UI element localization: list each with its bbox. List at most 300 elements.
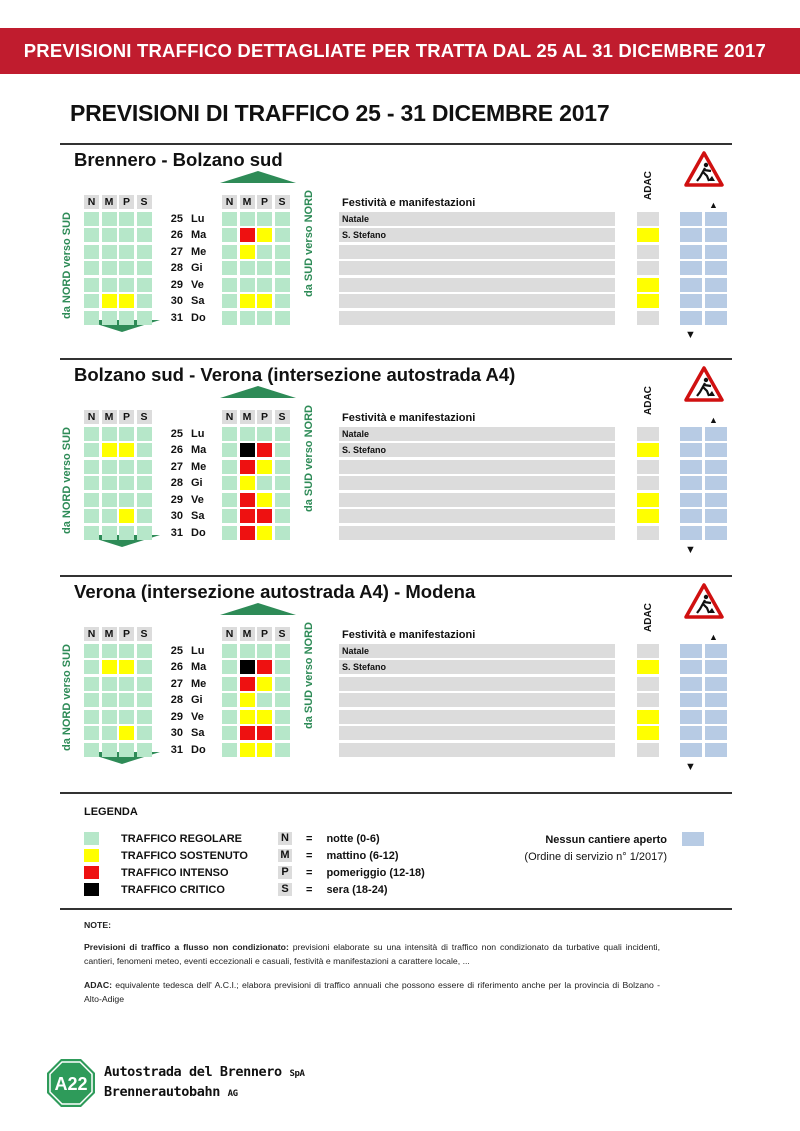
northbound-grid — [222, 195, 290, 325]
traffic-cell — [240, 743, 255, 757]
weekday: Lu — [191, 212, 205, 225]
adac-cell — [637, 644, 659, 658]
traffic-cell — [119, 294, 134, 308]
traffic-cell — [275, 294, 290, 308]
northbound-arrow — [220, 386, 296, 398]
day-row — [163, 460, 215, 474]
company-name-it-suffix: SpA — [289, 1069, 305, 1079]
festivities-list — [339, 644, 615, 757]
traffic-cell — [222, 526, 237, 540]
traffic-cell — [84, 311, 99, 325]
traffic-cell — [102, 526, 117, 540]
roadworks-cell — [680, 278, 702, 292]
weekday: Ma — [191, 661, 207, 673]
traffic-cell — [275, 693, 290, 707]
traffic-cell — [257, 460, 272, 474]
a22-logo — [46, 1058, 96, 1108]
traffic-cell — [102, 660, 117, 674]
traffic-cell — [240, 726, 255, 740]
slot-header: N — [222, 627, 237, 641]
roadworks-cell — [680, 427, 702, 441]
roadworks-cell — [680, 710, 702, 724]
day-row — [163, 278, 215, 292]
direction-label-southbound: da NORD verso SUD — [61, 212, 73, 319]
route-section — [60, 143, 732, 348]
legend-slot-text: sera (18-24) — [326, 883, 388, 896]
day-number: 30 — [170, 510, 183, 522]
traffic-cell — [240, 245, 255, 259]
traffic-cell — [222, 660, 237, 674]
traffic-cell — [102, 710, 117, 724]
day-row — [163, 644, 215, 658]
traffic-cell — [102, 460, 117, 474]
roadworks-cell — [680, 460, 702, 474]
traffic-cell — [257, 278, 272, 292]
festivity-row — [339, 726, 615, 740]
roadworks-cell — [705, 294, 727, 308]
day-row — [163, 228, 215, 242]
day-number: 28 — [170, 477, 183, 489]
weekday: Do — [191, 526, 206, 539]
slot-header: S — [275, 627, 290, 641]
festivity-row — [339, 311, 615, 325]
day-row — [163, 245, 215, 259]
up-marker: ▲ — [709, 632, 718, 642]
day-number: 27 — [170, 677, 183, 690]
adac-cell — [637, 710, 659, 724]
traffic-cell — [84, 460, 99, 474]
festivities-list — [339, 427, 615, 540]
traffic-cell — [102, 443, 117, 457]
down-marker: ▼ — [685, 544, 696, 556]
festivity-row: Natale — [339, 212, 615, 226]
roadworks-cell — [680, 493, 702, 507]
traffic-cell — [137, 212, 152, 226]
weekday: Do — [191, 311, 206, 324]
adac-cell — [637, 212, 659, 226]
traffic-cell — [102, 509, 117, 523]
traffic-cell — [119, 726, 134, 740]
roadworks-cell — [705, 228, 727, 242]
weekday: Do — [191, 743, 206, 756]
festivities-header: Festività e manifestazioni — [342, 197, 476, 209]
roadworks-cell — [705, 261, 727, 275]
slot-header: N — [84, 627, 99, 641]
slot-header: P — [119, 195, 134, 209]
legend-traffic-label: TRAFFICO REGOLARE — [121, 832, 242, 845]
slot-header: M — [240, 410, 255, 424]
adac-cell — [637, 509, 659, 523]
traffic-cell — [240, 311, 255, 325]
traffic-cell — [222, 460, 237, 474]
traffic-cell — [275, 261, 290, 275]
traffic-cell — [119, 644, 134, 658]
southbound-grid — [84, 410, 152, 540]
adac-cell — [637, 294, 659, 308]
traffic-cell — [84, 660, 99, 674]
day-number: 31 — [170, 743, 183, 756]
weekday: Lu — [191, 644, 205, 657]
traffic-cell — [119, 443, 134, 457]
legend-slot-text: mattino (6-12) — [326, 849, 399, 862]
traffic-cell — [102, 493, 117, 507]
roadworks-cell — [705, 443, 727, 457]
traffic-cell — [275, 710, 290, 724]
festivity-row — [339, 743, 615, 757]
traffic-cell — [240, 427, 255, 441]
roadworks-cell — [680, 212, 702, 226]
adac-cell — [637, 493, 659, 507]
adac-cell — [637, 278, 659, 292]
traffic-cell — [240, 644, 255, 658]
weekday: Gi — [191, 262, 203, 274]
adac-column — [637, 212, 659, 325]
roadworks-sign-icon — [684, 583, 724, 619]
legend — [60, 792, 732, 910]
traffic-cell — [275, 743, 290, 757]
festivity-row — [339, 693, 615, 707]
traffic-cell — [84, 509, 99, 523]
traffic-cell — [137, 245, 152, 259]
traffic-cell — [84, 245, 99, 259]
festivity-row — [339, 476, 615, 490]
weekday: Sa — [191, 295, 205, 307]
company-name-it-main: Autostrada del Brennero — [104, 1064, 282, 1080]
traffic-cell — [84, 476, 99, 490]
day-row — [163, 710, 215, 724]
slot-header: M — [240, 627, 255, 641]
traffic-cell — [275, 311, 290, 325]
festivity-row — [339, 294, 615, 308]
day-number: 31 — [170, 526, 183, 539]
traffic-cell — [240, 294, 255, 308]
legend-slot-code: S — [278, 883, 292, 896]
slot-header: S — [275, 410, 290, 424]
traffic-cell — [84, 278, 99, 292]
northbound-arrow — [220, 603, 296, 615]
traffic-cell — [257, 228, 272, 242]
traffic-cell — [119, 460, 134, 474]
legend-equals: = — [306, 832, 313, 845]
roadworks-cell — [680, 443, 702, 457]
traffic-cell — [222, 743, 237, 757]
traffic-cell — [102, 644, 117, 658]
legend-traffic-label: TRAFFICO INTENSO — [121, 866, 229, 879]
legend-traffic-label: TRAFFICO SOSTENUTO — [121, 849, 248, 862]
traffic-cell — [222, 311, 237, 325]
festivity-row: S. Stefano — [339, 660, 615, 674]
traffic-cell — [222, 245, 237, 259]
slot-header: P — [119, 627, 134, 641]
festivities-header: Festività e manifestazioni — [342, 629, 476, 641]
traffic-cell — [222, 427, 237, 441]
traffic-cell — [275, 526, 290, 540]
route-section — [60, 575, 732, 780]
adac-cell — [637, 526, 659, 540]
traffic-cell — [137, 476, 152, 490]
traffic-cell — [119, 228, 134, 242]
route-title: Verona (intersezione autostrada A4) - Modena — [74, 581, 476, 602]
traffic-cell — [119, 476, 134, 490]
adac-column — [637, 427, 659, 540]
slot-header: P — [257, 195, 272, 209]
adac-cell — [637, 460, 659, 474]
day-row — [163, 493, 215, 507]
roadworks-grid — [680, 427, 727, 540]
traffic-cell — [137, 311, 152, 325]
roadworks-cell — [705, 677, 727, 691]
traffic-cell — [84, 526, 99, 540]
day-row — [163, 743, 215, 757]
traffic-cell — [222, 726, 237, 740]
roadworks-grid — [680, 644, 727, 757]
company-name-it — [104, 1063, 305, 1083]
legend-slot-code: N — [278, 832, 292, 845]
traffic-cell — [257, 660, 272, 674]
northbound-grid — [222, 627, 290, 757]
a22-logo-mark: A22 — [54, 1074, 88, 1094]
traffic-cell — [102, 245, 117, 259]
festivity-row — [339, 261, 615, 275]
traffic-cell — [119, 710, 134, 724]
direction-label-southbound: da NORD verso SUD — [61, 427, 73, 534]
traffic-cell — [84, 693, 99, 707]
roadworks-cell — [680, 228, 702, 242]
traffic-cell — [119, 677, 134, 691]
notes-heading: NOTE: — [84, 920, 112, 930]
traffic-cell — [137, 509, 152, 523]
traffic-cell — [102, 427, 117, 441]
note-unconditioned-text: previsioni elaborate su una intensità di traffico non condizionato da turbative quali incidenti, cantieri, fenomeni meteo, eventi eccezionali e casuali, festività e manifestazioni a carattere locale, ... — [84, 942, 660, 966]
traffic-cell — [275, 427, 290, 441]
traffic-cell — [137, 443, 152, 457]
legend-traffic-item — [84, 849, 248, 862]
traffic-cell — [137, 743, 152, 757]
traffic-cell — [240, 660, 255, 674]
traffic-cell — [119, 212, 134, 226]
day-row — [163, 660, 215, 674]
traffic-cell — [84, 644, 99, 658]
traffic-cell — [102, 726, 117, 740]
traffic-cell — [257, 509, 272, 523]
traffic-cell — [257, 644, 272, 658]
traffic-cell — [137, 677, 152, 691]
festivity-row: S. Stefano — [339, 443, 615, 457]
down-marker: ▼ — [685, 761, 696, 773]
traffic-cell — [240, 443, 255, 457]
note-adac — [84, 978, 660, 1006]
traffic-cell — [84, 726, 99, 740]
festivity-row — [339, 493, 615, 507]
legend-title: LEGENDA — [84, 806, 138, 818]
page-title: PREVISIONI DI TRAFFICO 25 - 31 DICEMBRE 2017 — [70, 100, 610, 126]
festivity-row — [339, 710, 615, 724]
roadworks-cell — [705, 493, 727, 507]
festivity-row: S. Stefano — [339, 228, 615, 242]
legend-slot-text: notte (0-6) — [326, 832, 380, 845]
traffic-cell — [240, 278, 255, 292]
traffic-cell — [222, 443, 237, 457]
traffic-cell — [119, 693, 134, 707]
day-number: 29 — [170, 493, 183, 506]
weekday: Sa — [191, 727, 205, 739]
traffic-cell — [257, 493, 272, 507]
adac-header: ADAC — [643, 171, 654, 200]
traffic-cell — [137, 278, 152, 292]
note-adac-text: equivalente tedesca dell' A.C.I.; elabora previsioni di traffico annuali che possono essere di riferimento anche per la provincia di Bolzano - Alto-Adige — [84, 980, 660, 1004]
weekday: Sa — [191, 510, 205, 522]
traffic-cell — [137, 294, 152, 308]
day-number: 26 — [170, 444, 183, 456]
roadworks-cell — [680, 644, 702, 658]
traffic-cell — [240, 526, 255, 540]
festivity-row — [339, 526, 615, 540]
traffic-cell — [257, 476, 272, 490]
day-row — [163, 693, 215, 707]
traffic-cell — [275, 660, 290, 674]
festivity-row — [339, 245, 615, 259]
traffic-cell — [275, 245, 290, 259]
roadworks-cell — [680, 311, 702, 325]
traffic-cell — [137, 493, 152, 507]
traffic-cell — [222, 644, 237, 658]
roadworks-cell — [680, 245, 702, 259]
day-row — [163, 526, 215, 540]
traffic-cell — [137, 726, 152, 740]
northbound-grid — [222, 410, 290, 540]
legend-slot-item — [278, 883, 388, 896]
traffic-cell — [102, 261, 117, 275]
note-unconditioned — [84, 940, 660, 968]
note-adac-term: ADAC: — [84, 980, 112, 990]
roadworks-cell — [705, 509, 727, 523]
day-row — [163, 443, 215, 457]
traffic-cell — [257, 212, 272, 226]
roadworks-cell — [680, 526, 702, 540]
traffic-cell — [119, 526, 134, 540]
traffic-cell — [102, 278, 117, 292]
traffic-cell — [222, 710, 237, 724]
traffic-cell — [257, 245, 272, 259]
up-marker: ▲ — [709, 415, 718, 425]
traffic-cell — [137, 644, 152, 658]
traffic-cell — [222, 212, 237, 226]
traffic-cell — [240, 460, 255, 474]
company-name — [104, 1063, 305, 1103]
traffic-cell — [275, 460, 290, 474]
roadworks-cell — [705, 212, 727, 226]
traffic-cell — [257, 743, 272, 757]
roadworks-cell — [680, 726, 702, 740]
legend-swatch — [84, 883, 99, 896]
traffic-cell — [222, 228, 237, 242]
festivity-row: Natale — [339, 644, 615, 658]
traffic-cell — [102, 228, 117, 242]
traffic-cell — [275, 726, 290, 740]
traffic-cell — [119, 509, 134, 523]
roadworks-cell — [680, 693, 702, 707]
weekday: Lu — [191, 427, 205, 440]
note-unconditioned-term: Previsioni di traffico a flusso non condizionato: — [84, 942, 289, 952]
traffic-cell — [257, 311, 272, 325]
roadworks-cell — [680, 660, 702, 674]
traffic-cell — [84, 228, 99, 242]
roadworks-cell — [705, 710, 727, 724]
legend-equals: = — [306, 883, 313, 896]
direction-label-northbound: da SUD verso NORD — [303, 405, 315, 512]
legend-slot-code: P — [278, 866, 292, 879]
traffic-cell — [275, 228, 290, 242]
day-number: 30 — [170, 295, 183, 307]
day-number: 27 — [170, 245, 183, 258]
traffic-cell — [102, 743, 117, 757]
traffic-cell — [222, 278, 237, 292]
weekday: Ma — [191, 444, 207, 456]
roadworks-cell — [680, 509, 702, 523]
traffic-cell — [84, 294, 99, 308]
festivity-row — [339, 460, 615, 474]
festivity-row — [339, 509, 615, 523]
slot-header: S — [275, 195, 290, 209]
legend-slot-item — [278, 832, 380, 845]
roadworks-cell — [705, 743, 727, 757]
traffic-cell — [275, 443, 290, 457]
traffic-cell — [257, 526, 272, 540]
traffic-cell — [257, 443, 272, 457]
day-row — [163, 509, 215, 523]
traffic-cell — [84, 443, 99, 457]
traffic-cell — [275, 644, 290, 658]
traffic-cell — [240, 677, 255, 691]
weekday: Gi — [191, 477, 203, 489]
traffic-cell — [102, 693, 117, 707]
roadworks-cell — [705, 245, 727, 259]
traffic-cell — [275, 493, 290, 507]
slot-header: N — [84, 410, 99, 424]
day-list — [163, 427, 215, 540]
legend-traffic-item — [84, 832, 242, 845]
roadworks-cell — [705, 644, 727, 658]
company-name-de — [104, 1083, 305, 1103]
roadworks-cell — [680, 677, 702, 691]
traffic-cell — [119, 743, 134, 757]
traffic-cell — [102, 294, 117, 308]
traffic-cell — [275, 278, 290, 292]
traffic-cell — [119, 493, 134, 507]
legend-service-order: (Ordine di servizio n° 1/2017) — [524, 851, 667, 863]
day-number: 26 — [170, 661, 183, 673]
southbound-grid — [84, 195, 152, 325]
traffic-cell — [119, 261, 134, 275]
adac-header: ADAC — [643, 386, 654, 415]
slot-header: S — [137, 410, 152, 424]
traffic-cell — [84, 212, 99, 226]
roadworks-cell — [680, 261, 702, 275]
adac-cell — [637, 443, 659, 457]
day-number: 31 — [170, 311, 183, 324]
roadworks-cell — [705, 726, 727, 740]
day-number: 26 — [170, 229, 183, 241]
traffic-cell — [222, 677, 237, 691]
legend-slot-text: pomeriggio (12-18) — [326, 866, 425, 879]
adac-cell — [637, 743, 659, 757]
traffic-cell — [222, 294, 237, 308]
roadworks-cell — [705, 427, 727, 441]
traffic-cell — [257, 710, 272, 724]
traffic-cell — [240, 710, 255, 724]
adac-cell — [637, 245, 659, 259]
traffic-cell — [84, 677, 99, 691]
